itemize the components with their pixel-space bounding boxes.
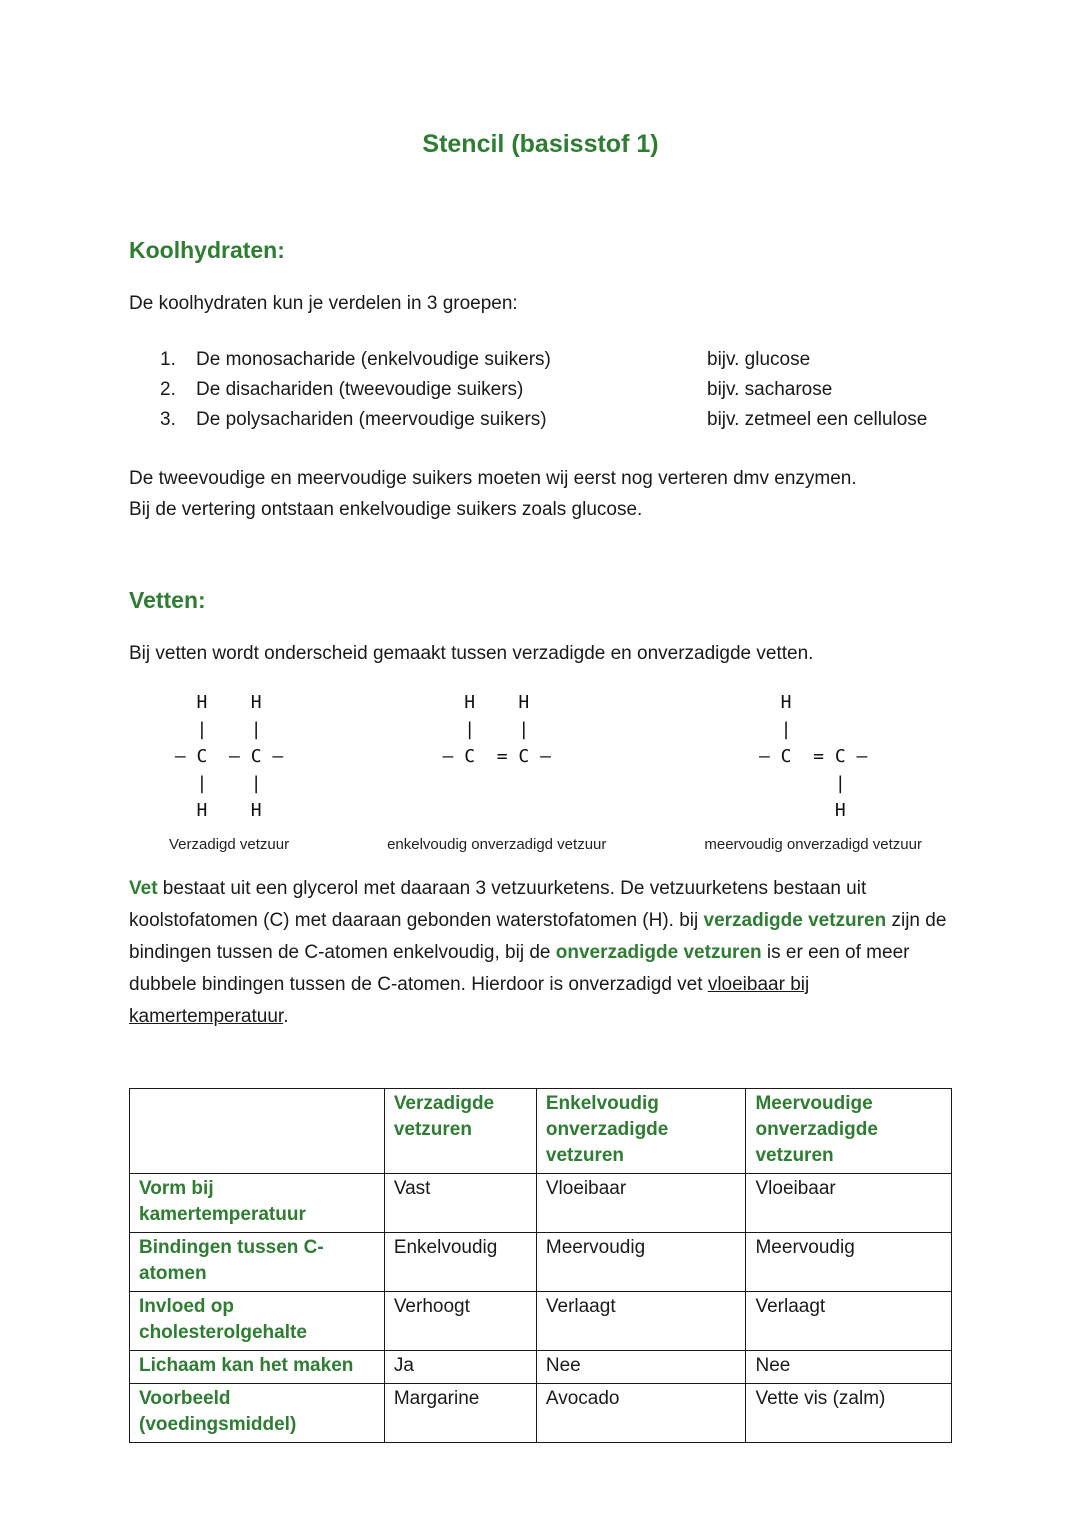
structure-poly-unsaturated [704,689,922,853]
list-number: 3. [160,409,176,430]
structure-mono-unsaturated [387,689,606,853]
koolhydraten-outro-line: Bij de vertering ontstaan enkelvoudige suikers zoals glucose. [129,499,643,520]
fats-comparison-table [129,1088,952,1443]
molecule-row [443,797,551,824]
table-row [130,1351,952,1384]
structure-caption: meervoudig onverzadigd vetzuur [704,836,922,853]
row-label: Lichaam kan het maken [130,1351,385,1384]
table-cell: Ja [384,1351,536,1384]
table-cell: Vloeibaar [746,1174,952,1233]
table-cell: Nee [746,1351,952,1384]
table-header-empty [130,1089,385,1174]
page-title: Stencil (basisstof 1) [422,130,659,158]
list-number: 2. [160,379,176,400]
table-cell: Vast [384,1174,536,1233]
koolhydraten-intro: De koolhydraten kun je verdelen in 3 groepen: [129,293,518,314]
list-text: De polysachariden (meervoudige suikers) [196,409,547,430]
table-cell: Margarine [384,1384,536,1443]
molecule-row [443,770,551,797]
molecule-diagram [759,689,867,824]
term-verzadigde-vetzuren: verzadigde vetzuren [703,910,887,931]
paragraph-text: bestaat uit een glycerol met daaraan 3 vetzuurketens. De vetzuurketens bestaan uit koolstofatomen (C) met daaraan gebonden waterstofatomen (H). bij [129,878,867,931]
table-header-poly-unsaturated: Meervoudige onverzadigde vetzuren [746,1089,952,1174]
vetten-heading: Vetten: [129,587,206,613]
paragraph-text: zijn de bindingen tussen de C-atomen enkelvoudig, bij de [129,910,947,963]
row-label: Invloed op cholesterolgehalte [130,1292,385,1351]
table-row [130,1292,952,1351]
table-cell: Meervoudig [746,1233,952,1292]
koolhydraten-heading: Koolhydraten: [129,237,285,263]
molecule-row: | [758,719,792,740]
molecule-row: | | [442,719,530,740]
molecule-diagram [443,689,551,824]
table-cell: Enkelvoudig [384,1233,536,1292]
list-item [160,345,952,375]
list-text: De disachariden (tweevoudige suikers) [196,379,524,400]
fat-explanation-paragraph [129,873,952,1033]
row-label: Bindingen tussen C-atomen [130,1233,385,1292]
underlined-phrase: vloeibaar bij kamertemperatuur [129,974,810,1027]
vetten-intro: Bij vetten wordt onderscheid gemaakt tussen verzadigde en onverzadigde vetten. [129,643,814,664]
list-item [160,405,952,435]
term-vet: Vet [129,878,158,899]
carb-groups-list [129,345,952,435]
row-label: Vorm bij kamertemperatuur [130,1174,385,1233]
molecule-row: H [758,692,792,713]
table-cell: Avocado [536,1384,746,1443]
list-example: bijv. glucose [707,349,811,370]
molecule-row: — C = C — [758,746,868,767]
molecule-row: — C — C — [174,746,284,767]
structure-caption: enkelvoudig onverzadigd vetzuur [387,836,607,853]
table-header-row [130,1089,952,1174]
molecule-row: H H [174,800,262,821]
molecule-row: | | [174,773,262,794]
section-vetten [129,587,952,1443]
paragraph-text: is er een of meer dubbele bindingen tussen de C-atomen. Hierdoor is onverzadigd vet [129,942,910,995]
table-cell: Vette vis (zalm) [746,1384,952,1443]
table-row [130,1174,952,1233]
table-header-saturated: Verzadigde vetzuren [384,1089,536,1174]
row-label: Voorbeeld (voedingsmiddel) [130,1384,385,1443]
structure-saturated [169,689,289,853]
table-cell: Meervoudig [536,1233,746,1292]
list-item [160,375,952,405]
paragraph-text: . [283,1006,289,1027]
table-cell: Verhoogt [384,1292,536,1351]
molecule-diagram [175,689,283,824]
list-example: bijv. sacharose [707,379,833,400]
list-number: 1. [160,349,176,370]
koolhydraten-outro-line: De tweevoudige en meervoudige suikers moeten wij eerst nog verteren dmv enzymen. [129,468,857,489]
molecule-row: H [758,800,846,821]
list-example: bijv. zetmeel een cellulose [707,409,928,430]
structure-caption: Verzadigd vetzuur [169,836,290,853]
molecule-row: | [758,773,846,794]
table-cell: Verlaagt [746,1292,952,1351]
fatty-acid-diagrams [129,689,952,853]
table-header-mono-unsaturated: Enkelvoudig onverzadigde vetzuren [536,1089,746,1174]
table-row [130,1384,952,1443]
term-onverzadigde-vetzuren: onverzadigde vetzuren [555,942,762,963]
molecule-row: H H [174,692,262,713]
table-cell: Verlaagt [536,1292,746,1351]
table-row [130,1233,952,1292]
molecule-row: | | [174,719,262,740]
molecule-row: H H [442,692,530,713]
list-text: De monosacharide (enkelvoudige suikers) [196,349,551,370]
table-cell: Nee [536,1351,746,1384]
table-cell: Vloeibaar [536,1174,746,1233]
section-koolhydraten [129,237,952,525]
molecule-row: — C = C — [442,746,551,767]
